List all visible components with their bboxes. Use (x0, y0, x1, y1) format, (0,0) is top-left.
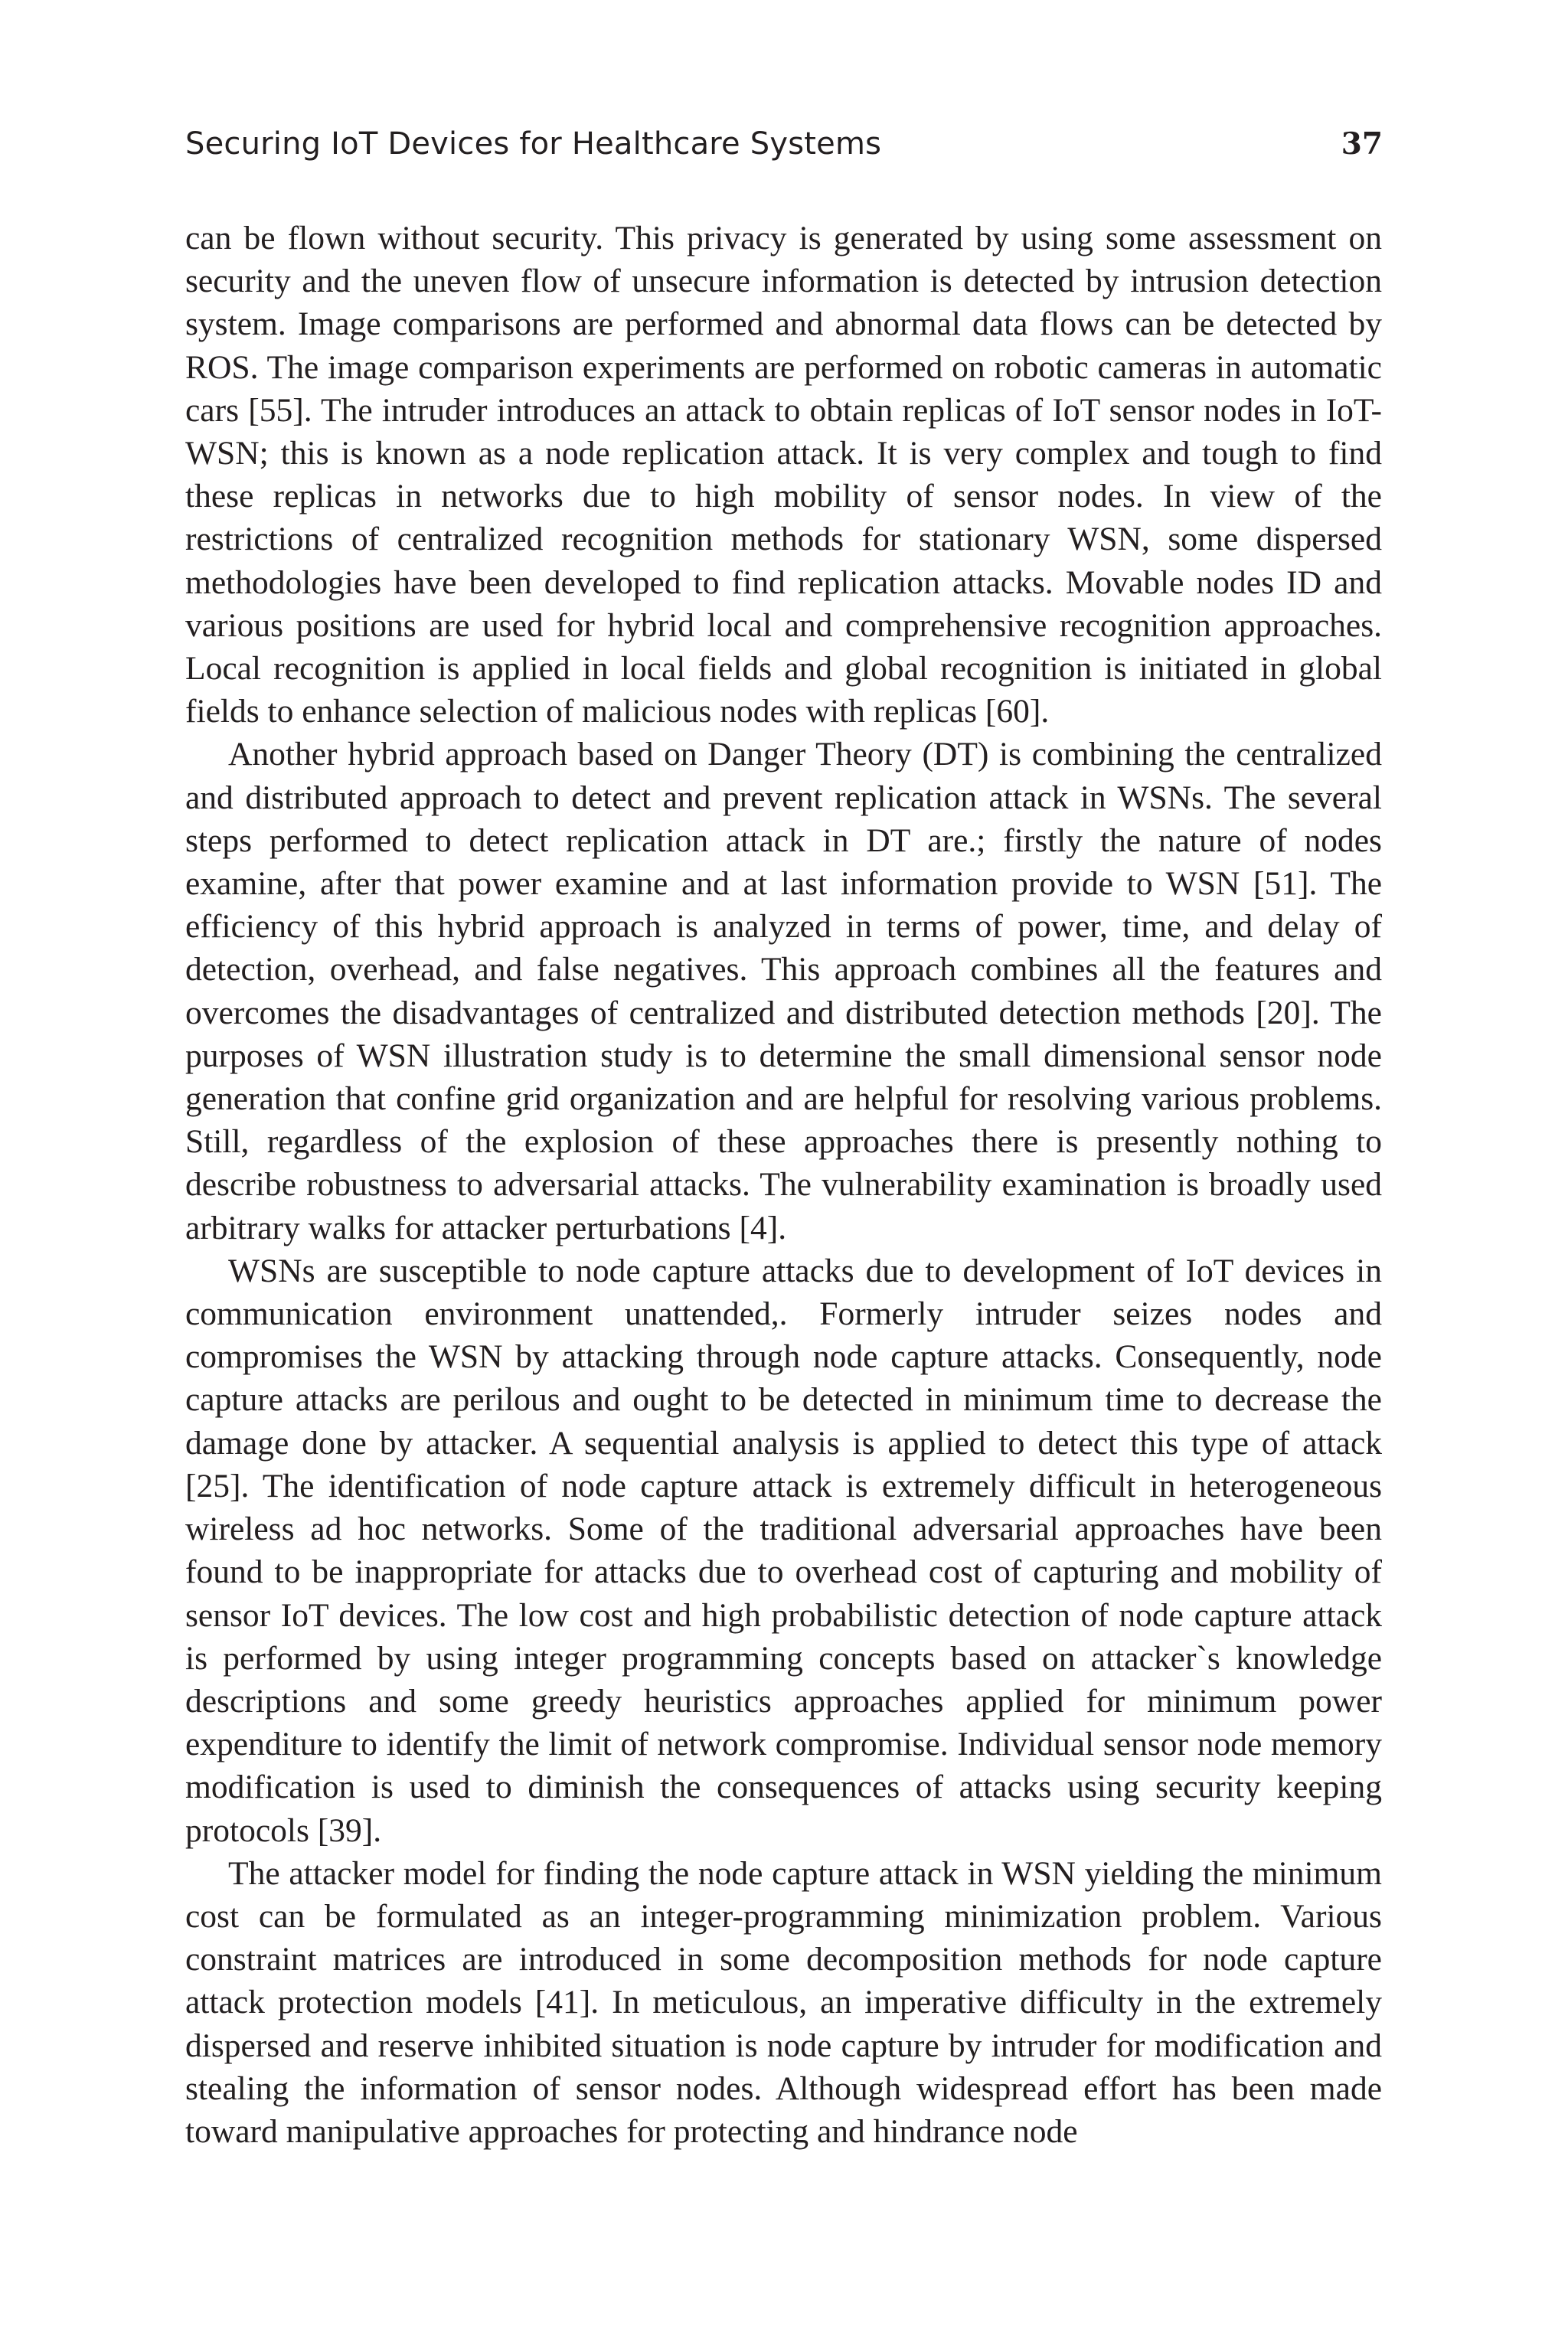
body-text (185, 217, 1382, 2153)
paragraph-danger-theory: Another hybrid approach based on Danger Theory (DT) is combining the centralized and distributed approach to detect and prevent replication attack in WSNs. The several steps performed to detect replication attack in DT are.; firstly the nature of nodes examine, after that power examine and at last information provide to WSN [51]. The efficiency of this hybrid approach is analyzed in terms of power, time, and delay of detection, overhead, and false negatives. This approach combines all the features and overcomes the disadvantages of centralized and distributed detection methods [20]. The purposes of WSN illustration study is to determine the small dimensional sensor node generation that confine grid organization and are helpful for resolving various problems. Still, regardless of the explosion of these approaches there is presently nothing to describe robustness to adversarial attacks. The vulnerability examination is broadly used arbitrary walks for attacker perturbations [4]. (185, 736, 1382, 1246)
running-header (185, 121, 1387, 167)
running-title: Securing IoT Devices for Healthcare Systems (185, 126, 882, 162)
page-number: 37 (1341, 126, 1383, 162)
paragraph-node-capture: WSNs are susceptible to node capture attacks due to development of IoT devices in communication environment unattended,. Formerly intruder seizes nodes and compromises the WSN by attacking through node capture attacks. Consequently, node capture attacks are perilous and ought to be detected in minimum time to decrease the damage done by attacker. A sequential analysis is applied to detect this type of attack [25]. The identification of node capture attack is extremely difficult in heterogeneous wireless ad hoc networks. Some of the traditional adversarial approaches have been found to be inappropriate for attacks due to overhead cost of capturing and mobility of sensor IoT devices. The low cost and high probabilistic detection of node capture attack is performed by using integer programming concepts based on attacker`s knowledge descriptions and some greedy heuristics approaches applied for minimum power expenditure to identify the limit of network compromise. Individual sensor node memory modification is used to diminish the consequences of attacks using security keeping protocols [39]. (185, 1252, 1382, 1849)
paragraph-continuation: can be flown without security. This privacy is generated by using some assessment on security and the uneven flow of unsecure information is detected by intrusion detection system. Image comparisons are performed and abnormal data flows can be detected by ROS. The image comparison experiments are performed on robotic cameras in automatic cars [55]. The intruder introduces an attack to obtain replicas of IoT sensor nodes in IoT-WSN; this is known as a node replication attack. It is very complex and tough to find these replicas in networks due to high mobility of sensor nodes. In view of the restrictions of centralized recognition methods for stationary WSN, some dispersed methodologies have been developed to find replication attacks. Movable nodes ID and various positions are used for hybrid local and comprehensive recognition approaches. Local recognition is applied in local fields and global recognition is initiated in global fields to enhance selection of malicious nodes with replicas [60]. (185, 220, 1382, 730)
paragraph-attacker-model: The attacker model for finding the node capture attack in WSN yielding the minimum cost can be formulated as an integer-programming minimization problem. Various constraint matrices are introduced in some decomposition methods for node capture attack protection models [41]. In meticulous, an imperative difficulty in the extremely dispersed and reserve inhibited situation is node capture by intruder for modification and stealing the information of sensor nodes. Although widespread effort has been made toward manipulative approaches for protecting and hindrance node (185, 1854, 1382, 2150)
